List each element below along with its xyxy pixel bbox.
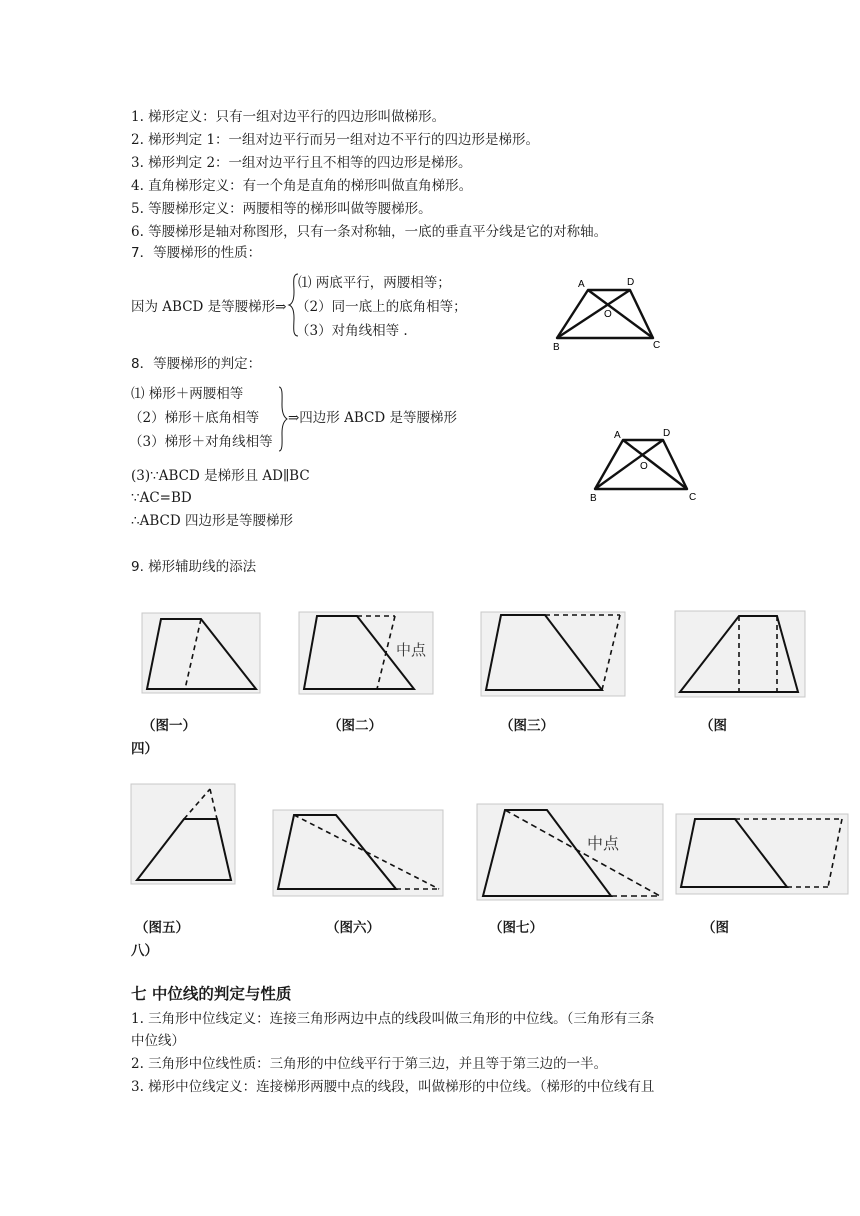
figure-8 xyxy=(676,814,848,894)
criteria-conclusion: ⇒四边形 ABCD 是等腰梯形 xyxy=(288,410,457,426)
definition-1: 1. 梯形定义：只有一组对边平行的四边形叫做梯形。 xyxy=(131,109,446,125)
figure-3 xyxy=(481,612,625,696)
caption-figure-8-part-1: （图 xyxy=(702,920,729,936)
figure-2 xyxy=(299,612,433,694)
caption-figure-8-part-2: 八） xyxy=(131,943,158,959)
midline-line-2: 中位线） xyxy=(131,1033,185,1049)
midline-line-3: 2. 三角形中位线性质：三角形的中位线平行于第三边，并且等于第三边的一半。 xyxy=(131,1056,608,1072)
property-item-1: ⑴ 两底平行，两腰相等； xyxy=(298,275,451,291)
label-c: C xyxy=(653,340,661,351)
caption-figure-5: （图五） xyxy=(135,920,189,936)
label-d: D xyxy=(627,277,635,288)
properties-premise: 因为 ABCD 是等腰梯形⇒ xyxy=(131,299,287,315)
label-c: C xyxy=(689,492,697,503)
label-o: O xyxy=(640,461,648,472)
criteria-item-2: （2）梯形＋底角相等 xyxy=(129,410,260,426)
definition-6: 6. 等腰梯形是轴对称图形，只有一条对称轴，一底的垂直平分线是它的对称轴。 xyxy=(131,224,608,240)
criteria-item-1: ⑴ 梯形＋两腰相等 xyxy=(131,386,244,402)
midline-line-1: 1. 三角形中位线定义：连接三角形两边中点的线段叫做三角形的中位线。（三角形有三条 xyxy=(131,1011,655,1027)
proof-line-2: ∵AC=BD xyxy=(131,490,192,506)
aux-heading: 9. 梯形辅助线的添法 xyxy=(131,559,257,575)
label-d: D xyxy=(663,428,671,439)
definition-3: 3. 梯形判定 2：一组对边平行且不相等的四边形是梯形。 xyxy=(131,155,472,171)
midpoint-label: 中点 xyxy=(587,836,620,853)
caption-figure-6: （图六） xyxy=(326,920,380,936)
figure-1 xyxy=(142,613,260,693)
caption-figure-4-part-1: （图 xyxy=(700,718,727,734)
definition-5: 5. 等腰梯形定义：两腰相等的梯形叫做等腰梯形。 xyxy=(131,201,432,217)
figure-4 xyxy=(675,611,805,697)
caption-figure-7: （图七） xyxy=(489,920,543,936)
caption-figure-4-part-2: 四） xyxy=(131,741,158,757)
definition-2: 2. 梯形判定 1：一组对边平行而另一组对边不平行的四边形是梯形。 xyxy=(131,132,540,148)
caption-figure-1: （图一） xyxy=(142,718,196,734)
midpoint-label: 中点 xyxy=(396,642,427,659)
isosceles-trapezoid-diagram-1 xyxy=(548,270,688,360)
isosceles-trapezoid-diagram-2 xyxy=(585,420,715,510)
caption-figure-2: （图二） xyxy=(328,718,382,734)
definition-4: 4. 直角梯形定义：有一个角是直角的梯形叫做直角梯形。 xyxy=(131,178,473,194)
proof-line-1: (3)∵ABCD 是梯形且 AD∥BC xyxy=(131,468,310,484)
criteria-heading: 8．等腰梯形的判定： xyxy=(131,356,262,372)
property-item-3: （3）对角线相等 . xyxy=(296,323,408,339)
property-item-2: （2）同一底上的底角相等； xyxy=(296,299,467,315)
figure-5 xyxy=(131,784,235,884)
label-o: O xyxy=(604,309,612,320)
properties-heading: 7．等腰梯形的性质： xyxy=(131,245,262,261)
label-b: B xyxy=(590,493,597,504)
caption-figure-3: （图三） xyxy=(500,718,554,734)
midline-line-4: 3. 梯形中位线定义：连接梯形两腰中点的线段，叫做梯形的中位线。（梯形的中位线有且 xyxy=(131,1079,655,1095)
midline-heading: 七 中位线的判定与性质 xyxy=(131,985,292,1003)
label-b: B xyxy=(553,342,560,353)
criteria-brace xyxy=(278,385,288,453)
figure-7 xyxy=(477,804,663,900)
label-a: A xyxy=(578,279,585,290)
label-a: A xyxy=(614,430,621,441)
proof-line-3: ∴ABCD 四边形是等腰梯形 xyxy=(131,513,293,529)
figure-6 xyxy=(273,810,443,896)
criteria-item-3: （3）梯形＋对角线相等 xyxy=(129,434,273,450)
